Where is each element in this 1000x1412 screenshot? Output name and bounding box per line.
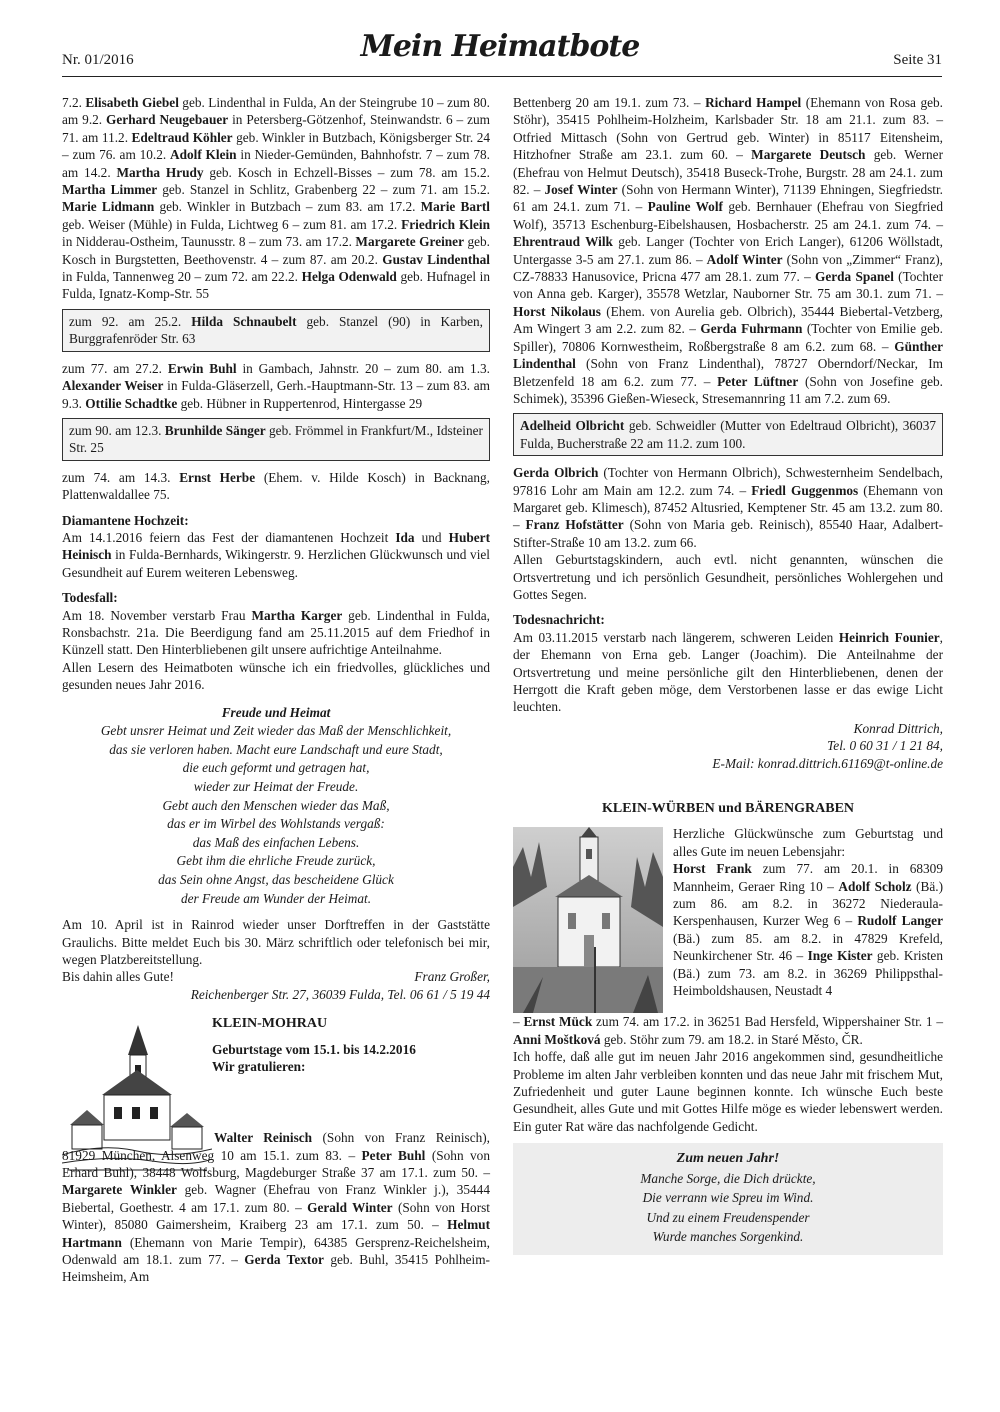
klein-wuerben-birthdays-2: – Ernst Mück zum 74. am 17.2. in 36251 Bad Hersfeld, Wippershainer Str. 1 – Anni Moštková geb. Stöhr zum 79. am 18.2. in Staré Město, ČR.	[513, 1014, 943, 1047]
diamond-wedding-text: Am 14.1.2016 feiern das Fest der diamantenen Hochzeit Ida und Hubert Heinisch in Fulda-Bernhards, Wikingerstr. 9. Herzlichen Glückwunsch und viel Gesundheit auf Eurem weiteren Lebensweg.	[62, 529, 491, 580]
left-column	[62, 94, 490, 1286]
poem-line: Und zu einem Freudenspender	[646, 1209, 810, 1225]
masthead-logo: Mein Heimatbote	[360, 29, 640, 64]
section-title-klein-wuerben: KLEIN-WÜRBEN und BÄRENGRABEN	[601, 801, 855, 817]
meeting-text: Am 10. April ist in Rainrod wieder unser Dorftreffen in der Gaststätte Graulichs. Bitte meldet Euch bis 30. März schriftlich oder telefonisch bei mir, wegen Platzbereitstellung.	[62, 917, 490, 967]
section-title-obituary: Todesnachricht:	[513, 612, 605, 628]
poem-line: das Maß des einfachen Lebens.	[192, 834, 360, 850]
poem-line: das Sein ohne Angst, das bescheidene Glück	[158, 871, 394, 887]
highlight-box-2: zum 90. am 12.3. Brunhilde Sänger geb. Frömmel in Frankfurt/M., Idsteiner Str. 25	[62, 418, 490, 461]
highlight-box: zum 92. am 25.2. Hilda Schnaubelt geb. Stanzel (90) in Karben, Burggrafenröder Str. 63	[62, 309, 490, 352]
birthday-list-continued: Bettenberg 20 am 19.1. zum 73. – Richard Hampel (Ehemann von Rosa geb. Stöhr), 35415 Pohlheim-Holzheim, Karlsbader Str. 18 am 21.1. zum 83. – Otfried Mittasch (Sohn von Gertrud geb. Winter) in 85117 Eitensheim, Hitzhofner Straße am 23.1. zum 60. – Margarete Deutsch geb. Werner (Ehefrau von Helmut Deutsch), 35418 Buseck-Trohe, Burgstr. 28 am 24.1. zum 82. – Josef Winter (Sohn von Hermann Winter), 71139 Ehningen, Siegfriedstr. 61 am 24.1. zum 71. – Pauline Wolf geb. Bernhauer (Ehefrau von Siegfried Wolf), 35713 Eschenburg-Eibelshausen, Hosbacherstr. 25 am 24.1. zum 74. – Ehrentraud Wilk geb. Langer (Tochter von Erich Langer), 61206 Wöllstadt, Untergasse 3-5 am 27.1. zum 86. – Adolf Winter (Sohn von „Zimmer“ Franz), CZ-78833 Hanusovice, Pricna 477 am 28.1. zum 77. – Gerda Spanel (Tochter von Anna geb. Karger), 35578 Wetzlar, Nauborner Str. 75 am 30.1. zum 71. – Horst Nikolaus (Ehem. von Aurelia geb. Olbrich), 35444 Biebertal-Vetzberg, Am Wingert 3 am 2.2. zum 82. – Gerda Fuhrmann (Tochter von Emilie geb. Spiller), 70806 Kornwestheim, Roßbergstraße 8 am 6.2. zum 68. – Günther Lindenthal (Sohn von Franz Lindenthal), 78727 Oberndorf/Neckar, Im Bletzenfeld 18 am 6.2. zum 77. – Peter Lüftner (Sohn von Josefine geb. Schimek), 35396 Gießen-Wieseck, Stresemannring 11 am 7.2. zum 69.	[513, 95, 944, 406]
signature-row	[62, 968, 490, 985]
poem-line: Gebt unsrer Heimat und Zeit wieder das Maß der Menschlichkeit,	[100, 723, 452, 739]
poem-title: Freude und Heimat	[221, 704, 331, 720]
birthday-list-4: Gerda Olbrich (Tochter von Hermann Olbrich), Schwesternheim Sendelbach, 97816 Lohr am Main am 12.2. zum 74. – Friedl Guggenmos (Ehemann von Margaret geb. Klimesch), 87452 Altusried, Kemptener Str. 45 am 13.2. zum 80. – Franz Hofstätter (Sohn von Maria geb. Reinisch), 85540 Haar, Adalbert-Stifter-Straße 10 am 13.2. zum 66.	[513, 465, 943, 550]
poem-line: Die verrann wie Spreu im Wind.	[642, 1190, 814, 1206]
klein-wuerben-text	[673, 825, 943, 1013]
right-column	[513, 94, 943, 1255]
closing-text: Ich hoffe, daß alle gut im neuen Jahr 2016 angekommen sind, gesundheitliche Probleme im alten Jahr verbleiben konnten und das neue Jahr mit frischem Mut, Zufriedenheit und guter Laune beginnen konnte. Ich wünsche Euch beste Gesundheit, alles Gute und mit Gottes Hilfe möge es wieder lebenswert werden. Ein guter Rat wäre das nachfolgende Gedicht.	[513, 1049, 943, 1134]
poem-line: Wurde manches Sorgenkind.	[652, 1229, 804, 1245]
klein-wuerben-section	[513, 825, 943, 1013]
section-title-diamond: Diamantene Hochzeit:	[62, 512, 189, 528]
signature-name: Franz Großer,	[414, 969, 490, 985]
poem-line: Gebt auch den Menschen wieder das Maß,	[162, 797, 390, 813]
issue-number: Nr. 01/2016	[62, 52, 134, 68]
klein-wuerben-intro: Herzliche Glückwünsche zum Geburtstag und alles Gute im neuen Lebensjahr:	[673, 826, 943, 859]
poem-line: wieder zur Heimat der Freude.	[193, 778, 359, 794]
wishes-text: Allen Geburtstagskindern, auch evtl. nicht genannten, wünschen die Ortsvertretung und ich persönlich Gesundheit, persönliches Wohlergehen und Gottes Segen.	[513, 552, 943, 602]
header-rule	[62, 76, 942, 77]
poem-line: der Freude am Wunder der Heimat.	[180, 890, 372, 906]
new-year-wish: Allen Lesern des Heimatboten wünsche ich ein friedvolles, glückliches und gesunden neues Jahr 2016.	[62, 659, 490, 693]
klein-mohrau-subtitle: Geburtstage vom 15.1. bis 14.2.2016	[212, 1041, 416, 1057]
poem-line: das sie verloren haben. Macht eure Landschaft und eure Stadt,	[109, 741, 443, 757]
signature-email: E-Mail: konrad.dittrich.61169@t-online.de	[712, 755, 943, 771]
section-title-klein-mohrau: KLEIN-MOHRAU	[212, 1016, 328, 1032]
poem-line: die euch geformt und getragen hat,	[182, 760, 370, 776]
signature-address: Reichenberger Str. 27, 36039 Fulda, Tel. 06 61 / 5 19 44	[190, 986, 490, 1002]
klein-mohrau-congrats: Wir gratulieren:	[212, 1058, 306, 1074]
signature-name-2: Konrad Dittrich,	[853, 720, 943, 736]
highlight-box-100: Adelheid Olbricht geb. Schweidler (Mutter von Edeltraud Olbricht), 36037 Fulda, Bucherstraße 22 am 11.2. zum 100.	[513, 413, 943, 456]
poem-zum-neuen-jahr	[513, 1143, 943, 1255]
poem-line: Manche Sorge, die Dich drückte,	[640, 1170, 816, 1186]
birthday-list: 7.2. Elisabeth Giebel geb. Lindenthal in Fulda, An der Steingrube 10 – zum 80. am 9.2. Gerhard Neugebauer in Petersberg-Götzenhof, Steinwandstr. 6 – zum 71. am 11.2. Edeltraud Köhler geb. Winkler in Butzbach, Königsberger Str. 24 – zum 76. am 10.2. Adolf Klein in Nieder-Gemünden, Bahnhofstr. 7 – zum 78. am 14.2. Martha Hrudy geb. Kosch in Echzell-Bisses – zum 78. am 15.2. Martha Limmer geb. Stanzel in Schlitz, Grabenberg 22 – zum 71. am 15.2. Marie Lidmann geb. Winkler in Butzbach – zum 83. am 17.2. Marie Bartl geb. Weiser (Mühle) in Fulda, Lichtweg 6 – zum 81. am 17.2. Friedrich Klein in Nidderau-Ostheim, Taunusstr. 8 – zum 73. am 17.2. Margarete Greiner geb. Kosch in Burgstetten, Beethovenstr. 4 – zum 87. am 20.2. Gustav Lindenthal in Fulda, Tannenweg 20 – zum 72. am 22.2. Helga Odenwald geb. Hufnagel in Fulda, Ignatz-Komp-Str. 55	[62, 95, 491, 302]
page-number: Seite 31	[893, 52, 942, 68]
obituary-text: Am 03.11.2015 verstarb nach längerem, schweren Leiden Heinrich Founier, der Ehemann von Erna geb. Langer (Joachim). Die Anteilnahme der Ortsvertretung und meine persönliche gilt den Hinterbliebenen, denen der Herrgott die Kraft geben möge, dem Verstorbenen lasse er das ewige Licht leuchten.	[513, 629, 943, 715]
birthday-list-3: zum 74. am 14.3. Ernst Herbe (Ehem. v. Hilde Kosch) in Backnang, Plattenwaldallee 75.	[62, 469, 490, 503]
poem-freude-und-heimat	[62, 704, 490, 909]
birthday-list-2: zum 77. am 27.2. Erwin Buhl in Gambach, Jahnstr. 20 – zum 80. am 1.3. Alexander Weiser in Fulda-Gläserzell, Gerh.-Hauptmann-Str. 13 – zum 83. am 9.3. Ottilie Schadtke geb. Hübner in Ruppertenrod, Hintergasse 29	[62, 360, 491, 411]
chapel-photo	[513, 827, 663, 1013]
death-text: Am 18. November verstarb Frau Martha Karger geb. Lindenthal in Fulda, Ronsbachstr. 21a. Die Beerdigung fand am 25.11.2015 auf dem Friedhof in Künzell statt. Den Hinterbliebenen gilt unsere aufrichtige Anteilnahme.	[62, 607, 490, 658]
klein-mohrau-birthdays: Walter Reinisch (Sohn von Franz Reinisch), 81929 München, Alsenweg 10 am 15.1. zum 83. – Peter Buhl (Sohn von Erhard Buhl), 38448 Wolfsburg, Magdeburger Straße 37 am 17.1. zum 50. – Margarete Winkler geb. Wagner (Ehefrau von Franz Winkler j.), 35444 Biebertal, Goethestr. 4 am 17.1. zum 80. – Gerald Winter (Sohn von Horst Winter), 85080 Gaimersheim, Kraiberg 23 am 17.1. zum 50. – Helmut Hartmann (Ehemann von Marie Tempir), 64385 Gersprenz-Reichelsheim, Odenwald am 18.1. zum 77. – Gerda Textor geb. Buhl, 35415 Pohlheim-Heimsheim, Am	[62, 1130, 490, 1285]
signature-phone: Tel. 0 60 31 / 1 21 84,	[827, 738, 943, 754]
klein-wuerben-birthdays: Horst Frank zum 77. am 20.1. in 68309 Mannheim, Geraer Ring 10 – Adolf Scholz (Bä.) zum 86. am 8.2. in 36272 Niederaula-Kerspenhausen, Kurzer Weg 6 – Rudolf Langer (Bä.) zum 85. am 8.2. in 47829 Krefeld, Neunkirchener Str. 46 – Inge Kister geb. Kristen (Bä.) zum 73. am 8.2. in 36269 Philippsthal-Heimboldshausen, Neustadt 4	[673, 861, 944, 999]
poem-line: das er im Wirbel des Wohlstands vergaß:	[167, 816, 385, 832]
poem-lines-2	[523, 1169, 933, 1247]
poem-line: Gebt ihm die ehrliche Freude zurück,	[176, 853, 376, 869]
signature-dittrich	[513, 720, 943, 772]
farewell: Bis dahin alles Gute!	[62, 969, 174, 985]
poem-lines	[62, 722, 490, 908]
poem-title-2: Zum neuen Jahr!	[676, 1151, 780, 1167]
section-title-death: Todesfall:	[62, 590, 118, 606]
